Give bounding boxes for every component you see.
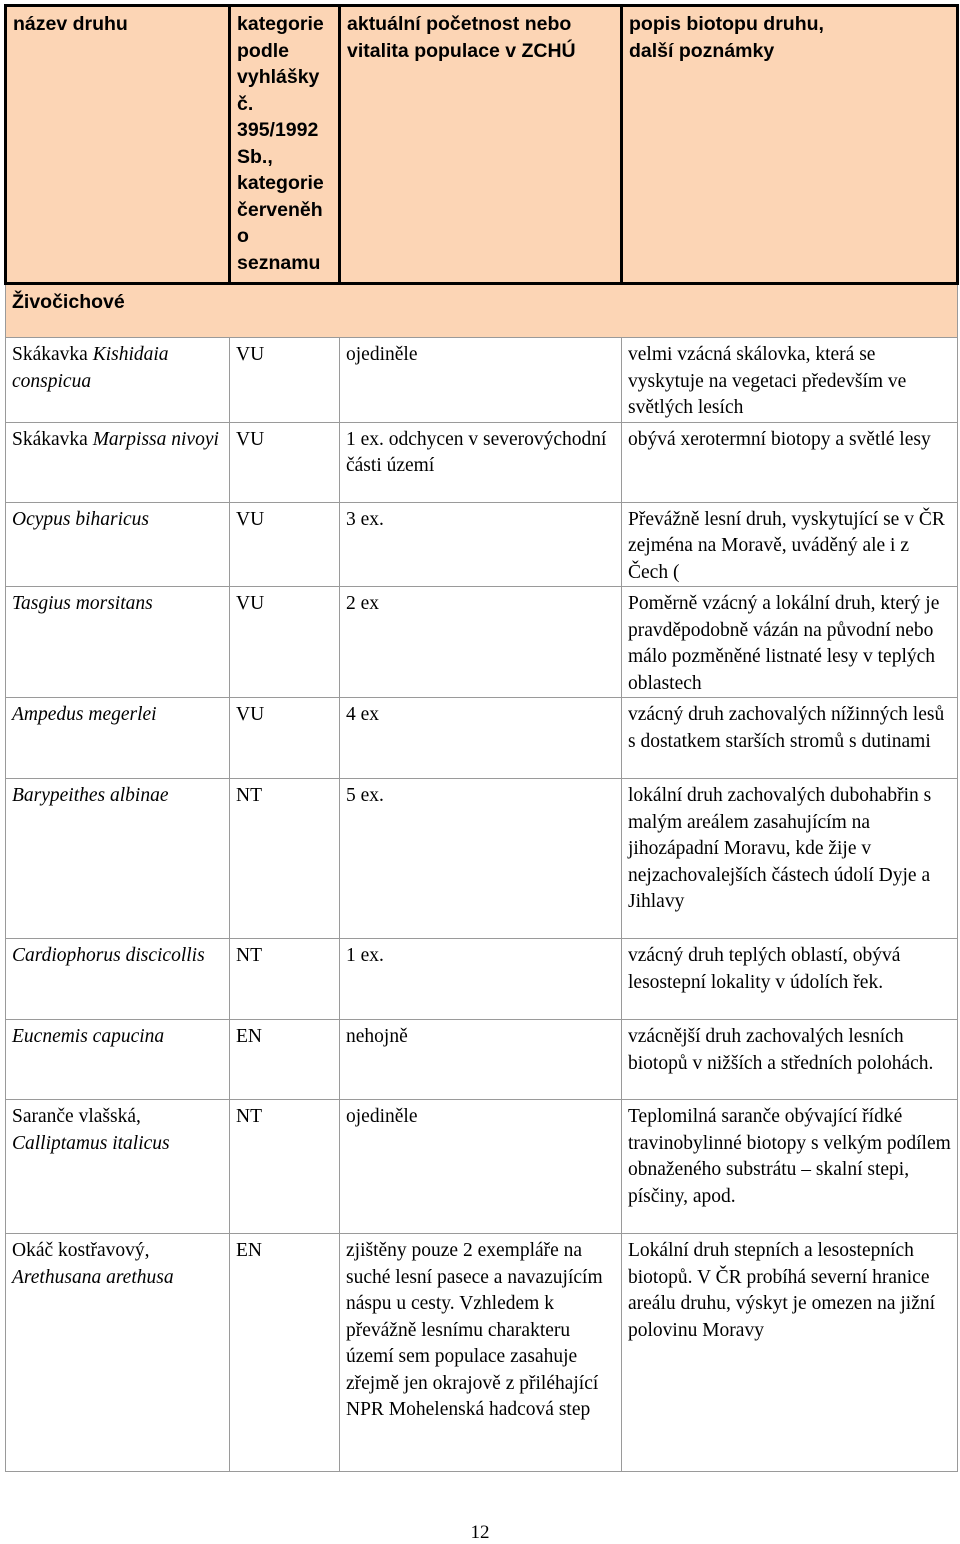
table-row <box>6 338 958 423</box>
header-habitat-line: další poznámky <box>629 39 775 62</box>
header-category-line: o <box>237 225 249 247</box>
species-latin-name: Calliptamus italicus <box>12 1132 170 1154</box>
species-table <box>4 4 959 1472</box>
species-common-name: Skákavka <box>12 428 93 450</box>
page-number: 12 <box>470 1522 490 1543</box>
header-category <box>230 6 340 284</box>
species-latin-name: Ocypus biharicus <box>12 508 150 530</box>
header-abundance-line: aktuální početnost nebo <box>347 13 572 35</box>
species-category: VU <box>230 338 340 423</box>
species-name <box>6 1020 230 1100</box>
species-note: lokální druh zachovalých dubohabřin s malým areálem zasahujícím na jihozápadní Moravu, kde žije v nejzachovalejších částech údolí Dyje a Jihlavy <box>622 779 958 939</box>
species-abundance: zjištěny pouze 2 exempláře na suché lesní pasece a navazujícím náspu u cesty. Vzhledem k převážně lesnímu charakteru území sem populace zasahuje zřejmě jen okrajově z přiléhající NPR Mohelenská hadcová step <box>340 1234 622 1472</box>
species-name <box>6 1100 230 1234</box>
species-category: NT <box>230 939 340 1020</box>
table-row <box>6 698 958 779</box>
section-label <box>6 284 958 338</box>
header-category-line: Sb., <box>237 145 273 168</box>
header-abundance <box>340 6 622 284</box>
species-note: Teplomilná saranče obývající řídké travinobylinné biotopy s velkým podílem obnaženého substrátu – skalní stepi, písčiny, apod. <box>622 1100 958 1234</box>
species-note: Převážně lesní druh, vyskytující se v ČR zejména na Moravě, uváděný ale i z Čech ( <box>622 502 958 587</box>
table-row <box>6 502 958 587</box>
header-category-line: kategorie <box>237 13 324 35</box>
species-name <box>6 338 230 423</box>
species-latin-name: Arethusana arethusa <box>12 1266 174 1288</box>
species-common-name: Saranče vlašská, <box>12 1106 141 1127</box>
species-latin-name: Kishidaia conspicua <box>12 344 169 392</box>
table-row <box>6 1234 958 1472</box>
header-category-line: 395/1992 <box>237 119 319 141</box>
species-note: vzácný druh teplých oblastí, obývá lesostepní lokality v údolích řek. <box>622 939 958 1020</box>
species-category: VU <box>230 502 340 587</box>
species-name <box>6 502 230 587</box>
species-name <box>6 698 230 779</box>
species-abundance: 1 ex. odchycen v severovýchodní části území <box>340 422 622 502</box>
header-category-line: vyhlášky <box>237 66 320 88</box>
species-abundance: 5 ex. <box>340 779 622 939</box>
species-common-name: Okáč kostřavový, <box>12 1240 150 1261</box>
species-latin-name: Barypeithes albinae <box>12 785 169 806</box>
species-note: vzácnější druh zachovalých lesních biotopů v nižších a středních polohách. <box>622 1020 958 1100</box>
species-category: EN <box>230 1234 340 1472</box>
header-habitat <box>622 6 958 284</box>
header-category-line: červeněh <box>237 198 323 221</box>
header-species-name: název druhu <box>6 6 230 284</box>
species-abundance: ojediněle <box>340 1100 622 1234</box>
section-row <box>6 284 958 338</box>
table-row <box>6 422 958 502</box>
species-abundance: 3 ex. <box>340 502 622 587</box>
species-abundance: 1 ex. <box>340 939 622 1020</box>
header-category-line: seznamu <box>237 251 321 274</box>
species-latin-name: Cardiophorus discicollis <box>12 945 205 966</box>
species-latin-name: Eucnemis capucina <box>12 1026 165 1047</box>
species-name <box>6 1234 230 1472</box>
header-category-line: podle <box>237 39 289 62</box>
species-note: Poměrně vzácný a lokální druh, který je pravděpodobně vázán na původní nebo málo pozměněné listnaté lesy v teplých oblastech <box>622 587 958 698</box>
table-row <box>6 939 958 1020</box>
species-note: velmi vzácná skálovka, která se vyskytuje na vegetaci především ve světlých lesích <box>622 338 958 423</box>
species-latin-name: Ampedus megerlei <box>12 704 157 725</box>
table-row <box>6 779 958 939</box>
species-name <box>6 422 230 502</box>
species-latin-name: Tasgius morsitans <box>12 593 153 614</box>
section-label-text: Živočichové <box>12 291 125 313</box>
header-row <box>6 6 958 284</box>
species-category: EN <box>230 1020 340 1100</box>
header-category-line: č. <box>237 92 254 115</box>
species-name <box>6 939 230 1020</box>
header-category-line: kategorie <box>237 172 324 194</box>
species-abundance: ojediněle <box>340 338 622 423</box>
species-note: vzácný druh zachovalých nížinných lesů s dostatkem starších stromů s dutinami <box>622 698 958 779</box>
species-name <box>6 779 230 939</box>
species-name <box>6 587 230 698</box>
table-row <box>6 1020 958 1100</box>
table-row <box>6 587 958 698</box>
species-category: NT <box>230 779 340 939</box>
species-abundance: nehojně <box>340 1020 622 1100</box>
species-note: Lokální druh stepních a lesostepních biotopů. V ČR probíhá severní hranice areálu druhu, výskyt je omezen na jižní polovinu Moravy <box>622 1234 958 1472</box>
species-category: VU <box>230 698 340 779</box>
species-note: obývá xerotermní biotopy a světlé lesy <box>622 422 958 502</box>
species-abundance: 2 ex <box>340 587 622 698</box>
species-latin-name: Marpissa nivoyi <box>92 428 219 450</box>
species-category: VU <box>230 587 340 698</box>
species-abundance: 4 ex <box>340 698 622 779</box>
header-habitat-line: popis biotopu druhu, <box>629 13 824 35</box>
table-row <box>6 1100 958 1234</box>
species-category: VU <box>230 422 340 502</box>
species-category: NT <box>230 1100 340 1234</box>
header-abundance-line: vitalita populace v ZCHÚ <box>347 39 576 62</box>
species-common-name: Skákavka <box>12 344 93 365</box>
